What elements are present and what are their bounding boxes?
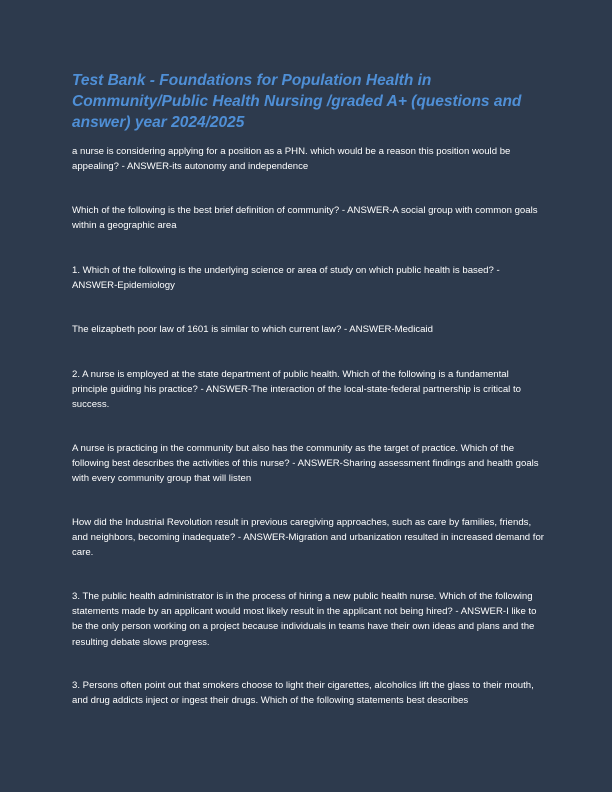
qa-entry: 2. A nurse is employed at the state department of public health. Which of the following is a fundamental principle guiding his practice? - ANSWER-The interaction of the local-state-federal partnership is critical to success. [72, 369, 521, 411]
qa-entry: 3. The public health administrator is in the process of hiring a new public health nurse. Which of the following statements made by an applicant would most likely result in the applicant not being hired? - ANSWER-I like to be the only person working on a project because individuals in teams have their own ideas and plans and the resulting debate slows progress. [72, 591, 537, 648]
qa-entry: Which of the following is the best brief definition of community? - ANSWER-A social group with common goals within a geographic area [72, 205, 538, 232]
qa-entry: a nurse is considering applying for a position as a PHN. which would be a reason this position would be appealing? - ANSWER-its autonomy and independence [72, 146, 511, 173]
qa-entry: 3. Persons often point out that smokers choose to light their cigarettes, alcoholics lift the glass to their mouth, and drug addicts inject or ingest their drugs. Which of the following statements best describes [72, 680, 534, 707]
qa-entry: A nurse is practicing in the community but also has the community as the target of practice. Which of the following best describes the activities of this nurse? - ANSWER-Sharing assessment findings and health goals with every community group that will listen [72, 443, 539, 485]
qa-entry: 1. Which of the following is the underlying science or area of study on which public health is based? - ANSWER-Epidemiology [72, 265, 500, 292]
document-title: Test Bank - Foundations for Population Health in Community/Public Health Nursing /graded A+ (questions and answer) year 2024/2025 [72, 72, 522, 131]
qa-entry: How did the Industrial Revolution result in previous caregiving approaches, such as care by families, friends, and neighbors, becoming inadequate? - ANSWER-Migration and urbanization resulted in increased demand for care. [72, 517, 544, 559]
qa-entry: The elizapbeth poor law of 1601 is similar to which current law? - ANSWER-Medicaid [72, 324, 433, 335]
